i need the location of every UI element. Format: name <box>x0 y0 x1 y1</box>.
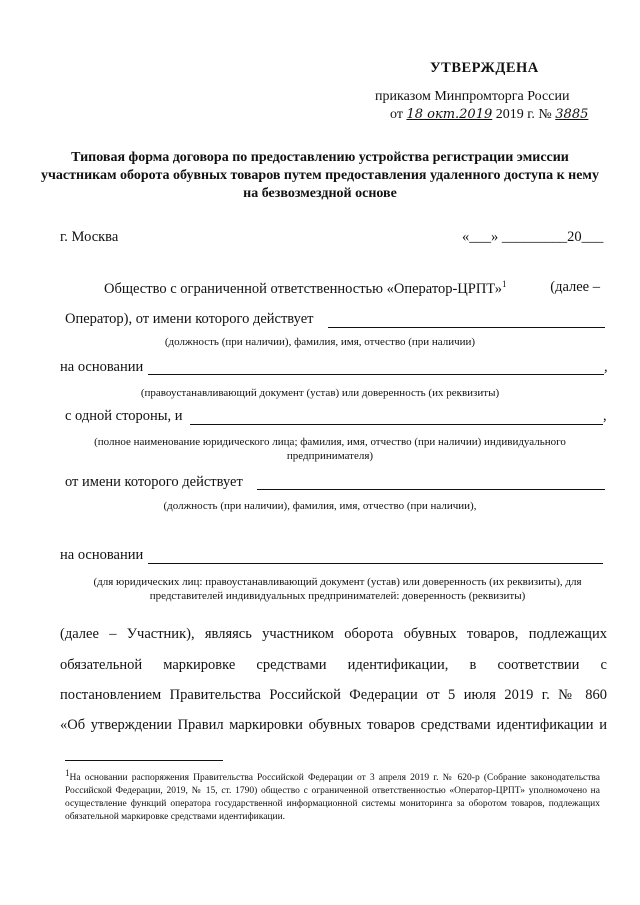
caption-basis-document-2: (для юридических лиц: правоустанавливающий документ (устав) или доверенность (их реквизиты), для представителей индивидуальных предпринимателей: доверенность (реквизиты) <box>93 576 582 602</box>
date-template: «___» _________20___ <box>462 229 604 245</box>
footnote-text: На основании распоряжения Правительства Российской Федерации от 3 апреля 2019 г. № 620-р (Собрание законодательства Российской Федерации, 2019, № 15, ст. 1790) общество с ограниченной ответственностью «Оператор-ЦРПТ» уполномочено на осуществление функций оператора государственной информационной системы мониторинга за оборотом товаров, подлежащих обязательной маркировке средствами идентификации. <box>65 773 600 823</box>
document-title: Типовая форма договора по предоставлению устройства регистрации эмиссии участникам оборота обувных товаров путем предоставления удаленного доступа к нему на безвозмездной основе <box>41 150 599 201</box>
caption-participant-name: (полное наименование юридического лица; фамилия, имя, отчество (при наличии) индивидуального предпринимателя) <box>94 436 566 462</box>
footnote-ref: 1 <box>502 279 507 289</box>
operator-name: Общество с ограниченной ответственностью «Оператор-ЦРПТ» <box>104 280 503 297</box>
handwritten-number: 3885 <box>555 107 589 122</box>
operator-line1-end: (далее – <box>550 279 600 295</box>
one-side-label: с одной стороны, и <box>65 408 183 424</box>
order-prefix: от <box>390 107 403 122</box>
handwritten-date: 18 окт.2019 <box>406 107 493 122</box>
order-year: 2019 г. № <box>495 107 552 122</box>
participant-representative-field[interactable] <box>257 489 605 490</box>
caption-basis-document: (правоустанавливающий документ (устав) или доверенность (их реквизиты) <box>140 387 500 399</box>
body-line-2: обязательной маркировке средствами идентификации, в соответствии с <box>60 657 607 673</box>
participant-acting-label: от имени которого действует <box>65 474 243 490</box>
body-line-3: постановлением Правительства Российской Федерации от 5 июля 2019 г. № 860 <box>60 687 607 703</box>
footnote-mark: 1 <box>65 768 70 778</box>
footnote <box>65 767 600 824</box>
paragraph-operator-line1 <box>104 279 600 298</box>
place-of-signing: г. Москва <box>60 229 119 245</box>
basis-document-field[interactable] <box>148 374 604 375</box>
order-date-line <box>390 107 588 123</box>
body-line-4: «Об утверждении Правил маркировки обувных товаров средствами идентификации и <box>60 717 607 733</box>
caption-position-name: (должность (при наличии), фамилия, имя, отчество (при наличии) <box>164 336 476 348</box>
body-line-1: (далее – Участник), являясь участником оборота обувных товаров, подлежащих <box>60 626 607 642</box>
order-reference: приказом Минпромторга России <box>375 89 570 104</box>
operator-acting-label: Оператор), от имени которого действует <box>65 311 314 327</box>
approval-stamp: УТВЕРЖДЕНА <box>430 60 539 76</box>
operator-representative-field[interactable] <box>328 327 605 328</box>
basis-label: на основании <box>60 359 144 375</box>
basis-document-field-2[interactable] <box>148 563 603 564</box>
caption-position-name-2: (должность (при наличии), фамилия, имя, отчество (при наличии), <box>163 500 477 512</box>
footnote-separator <box>65 760 223 761</box>
basis-label-2: на основании <box>60 547 144 563</box>
participant-name-field[interactable] <box>190 424 603 425</box>
one-side-comma: , <box>603 408 607 424</box>
basis-comma: , <box>604 359 608 375</box>
